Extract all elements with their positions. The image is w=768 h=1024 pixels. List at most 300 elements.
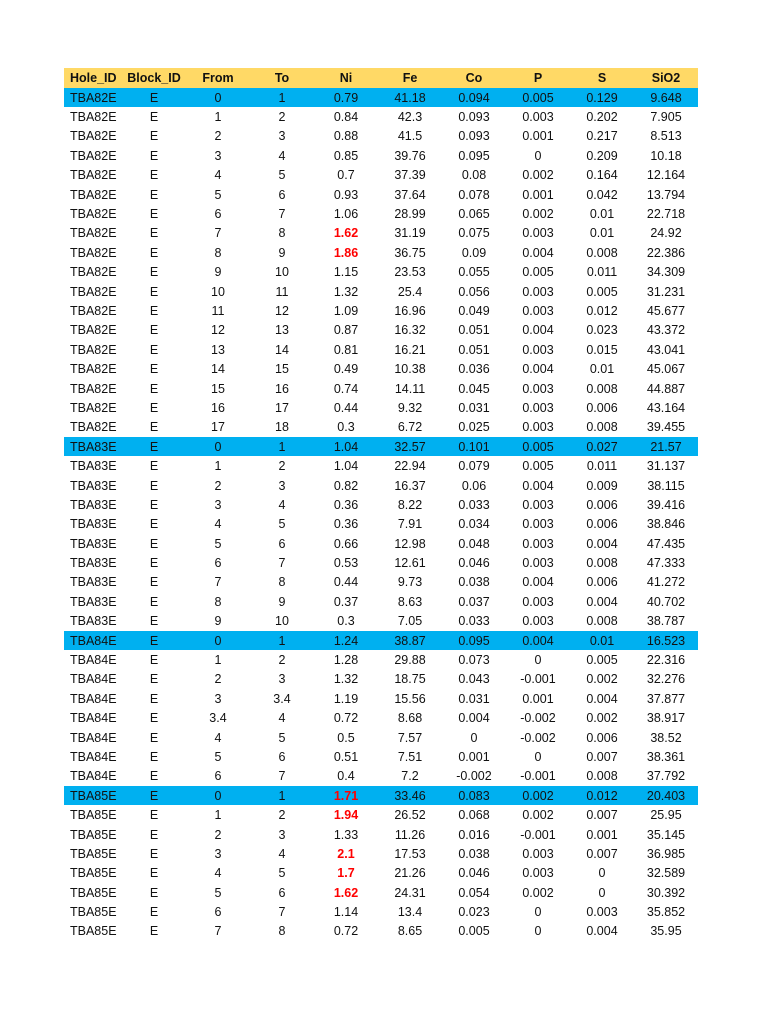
table-row [64,805,698,824]
cell-to: 4 [278,148,286,163]
cell-sio2: 38.115 [647,478,685,493]
table-row [64,902,698,921]
column-header-sio2: SiO2 [651,71,681,85]
cell-from: 2 [214,672,222,687]
cell-block-id: E [149,362,159,377]
cell-fe: 26.52 [394,808,426,823]
cell-p: 0.005 [522,459,554,474]
cell-p: 0.003 [522,866,554,881]
cell-co: 0.036 [458,362,490,377]
cell-ni: 0.4 [337,769,355,784]
cell-sio2: 22.316 [646,653,686,668]
cell-sio2: 21.57 [634,437,698,456]
cell-co: 0.075 [458,226,490,241]
cell-fe: 41.5 [397,129,423,144]
cell-block-id: E [149,284,159,299]
cell-ni: 0.82 [333,478,359,493]
cell-p: 0 [534,653,542,668]
cell-to: 1 [250,88,314,107]
cell-ni: 1.86 [333,245,359,260]
cell-hole-id: TBA85E [70,905,117,920]
cell-from: 5 [214,885,222,900]
cell-s: 0.007 [586,749,618,764]
cell-co: 0.079 [458,459,490,474]
cell-sio2: 16.523 [634,631,698,650]
cell-sio2: 35.852 [646,905,686,920]
cell-block-id: E [149,400,159,415]
cell-from: 4 [214,730,222,745]
cell-to: 11 [275,284,289,299]
cell-co: 0.038 [458,575,490,590]
cell-ni: 1.62 [333,226,359,241]
cell-s: 0.01 [589,207,615,222]
cell-ni: 0.53 [333,556,359,571]
cell-from: 8 [214,594,222,609]
cell-p: 0.003 [522,303,554,318]
cell-fe: 16.37 [394,478,426,493]
table-row [64,359,698,378]
cell-fe: 16.32 [394,323,426,338]
cell-to: 1 [250,631,314,650]
cell-s: 0.012 [570,786,634,805]
cell-sio2: 38.846 [646,517,686,532]
cell-sio2: 41.272 [646,575,686,590]
cell-from: 5 [214,536,222,551]
cell-block-id: E [149,749,159,764]
cell-fe: 32.57 [378,437,442,456]
cell-hole-id: TBA84E [70,691,117,706]
cell-from: 9 [214,265,222,280]
cell-sio2: 37.877 [646,691,686,706]
cell-hole-id: TBA82E [70,323,117,338]
cell-hole-id: TBA85E [70,846,117,861]
cell-to: 7 [278,207,286,222]
cell-fe: 8.65 [397,924,423,939]
cell-from: 7 [214,226,222,241]
cell-p: 0 [534,924,542,939]
cell-to: 18 [275,420,289,435]
cell-sio2: 9.648 [634,88,698,107]
cell-sio2: 35.95 [650,924,682,939]
table-row [64,612,698,631]
cell-p: 0.005 [506,88,570,107]
cell-sio2: 47.435 [646,536,686,551]
cell-hole-id: TBA82E [70,381,117,396]
cell-from: 0 [186,631,250,650]
cell-from: 3 [214,846,222,861]
cell-block-id: E [149,653,159,668]
column-header-fe: Fe [402,71,418,85]
cell-sio2: 32.276 [646,672,686,687]
cell-p: 0 [534,905,542,920]
cell-co: 0.093 [458,110,490,125]
cell-hole-id: TBA85E [64,786,122,805]
cell-s: 0.006 [586,517,618,532]
cell-p: 0.004 [522,362,554,377]
cell-sio2: 25.95 [650,808,682,823]
cell-to: 12 [275,303,289,318]
cell-sio2: 44.887 [646,381,686,396]
cell-co: 0.101 [442,437,506,456]
table-row [64,922,698,941]
cell-hole-id: TBA82E [70,226,117,241]
cell-to: 6 [278,749,286,764]
cell-s: 0.004 [586,536,618,551]
cell-ni: 1.15 [333,265,359,280]
cell-co: 0.048 [458,536,490,551]
cell-to: 2 [278,110,286,125]
cell-ni: 0.88 [333,129,359,144]
cell-from: 13 [211,342,225,357]
cell-ni: 1.09 [333,303,359,318]
cell-co: 0.046 [458,556,490,571]
cell-s: 0 [598,866,606,881]
cell-co: 0.083 [442,786,506,805]
cell-block-id: E [149,691,159,706]
cell-sio2: 43.164 [646,400,686,415]
cell-fe: 16.96 [394,303,426,318]
cell-sio2: 12.164 [646,168,686,183]
table-row [64,573,698,592]
cell-fe: 37.64 [394,187,426,202]
cell-fe: 15.56 [394,691,426,706]
cell-to: 5 [278,168,286,183]
table-row [64,185,698,204]
cell-p: 0.003 [522,497,554,512]
cell-p: -0.002 [520,730,556,745]
cell-p: 0 [534,148,542,163]
cell-from: 12 [211,323,225,338]
cell-p: 0.003 [522,110,554,125]
cell-co: 0.095 [458,148,490,163]
cell-p: 0.004 [522,245,554,260]
cell-s: 0.129 [570,88,634,107]
cell-ni: 1.32 [333,284,359,299]
cell-ni: 0.74 [333,381,359,396]
cell-to: 4 [278,711,286,726]
table-row [64,224,698,243]
cell-to: 9 [278,245,286,260]
cell-fe: 28.99 [394,207,426,222]
column-header-block-id: Block_ID [127,71,181,85]
table-row [64,883,698,902]
table-row-highlighted [64,437,698,456]
cell-from: 6 [214,769,222,784]
cell-to: 9 [278,594,286,609]
cell-sio2: 37.792 [646,769,686,784]
table-row [64,321,698,340]
cell-s: 0.011 [586,265,618,280]
cell-fe: 10.38 [394,362,426,377]
cell-s: 0.042 [586,187,618,202]
table-row [64,476,698,495]
table-row [64,844,698,863]
cell-fe: 9.73 [397,575,423,590]
cell-block-id: E [149,808,159,823]
cell-ni: 0.85 [333,148,359,163]
cell-block-id: E [149,226,159,241]
cell-from: 1 [214,110,222,125]
cell-s: 0.217 [586,129,618,144]
cell-to: 8 [278,226,286,241]
table-row [64,398,698,417]
cell-hole-id: TBA82E [70,303,117,318]
cell-fe: 39.76 [394,148,426,163]
cell-co: -0.002 [456,769,492,784]
cell-hole-id: TBA84E [64,631,122,650]
cell-to: 13 [275,323,289,338]
table-row [64,146,698,165]
table-row [64,670,698,689]
table-row [64,864,698,883]
table-row [64,456,698,475]
cell-from: 6 [214,207,222,222]
cell-hole-id: TBA85E [70,808,117,823]
table-row-highlighted [64,631,698,650]
cell-p: 0.003 [522,226,554,241]
cell-to: 17 [275,400,289,415]
cell-hole-id: TBA84E [70,749,117,764]
table-header [64,68,698,88]
cell-from: 15 [211,381,225,396]
table-row-highlighted [64,88,698,107]
cell-to: 5 [278,517,286,532]
cell-ni: 1.33 [333,827,359,842]
cell-p: 0.004 [522,478,554,493]
table-row [64,728,698,747]
cell-p: -0.001 [520,769,556,784]
cell-co: 0.001 [458,749,490,764]
cell-hole-id: TBA83E [70,459,117,474]
cell-p: 0.003 [522,556,554,571]
cell-p: 0 [534,749,542,764]
cell-s: 0.008 [586,420,618,435]
cell-ni: 0.66 [333,536,359,551]
cell-p: 0.003 [522,594,554,609]
cell-block-id: E [149,245,159,260]
cell-hole-id: TBA82E [70,187,117,202]
cell-p: 0.002 [522,207,554,222]
cell-p: 0.003 [522,536,554,551]
cell-block-id: E [149,517,159,532]
cell-p: 0.002 [522,808,554,823]
cell-fe: 11.26 [394,827,426,842]
cell-to: 5 [278,866,286,881]
cell-co: 0.093 [458,129,490,144]
cell-s: 0.003 [586,905,618,920]
cell-to: 5 [278,730,286,745]
cell-block-id: E [149,672,159,687]
cell-block-id: E [149,769,159,784]
table-row [64,282,698,301]
cell-s: 0.005 [586,653,618,668]
cell-ni: 0.79 [314,88,378,107]
column-header-p: P [533,71,543,85]
cell-fe: 42.3 [397,110,423,125]
cell-co: 0.051 [458,342,490,357]
cell-sio2: 7.905 [650,110,682,125]
cell-block-id: E [149,556,159,571]
table-row [64,747,698,766]
cell-fe: 38.87 [378,631,442,650]
cell-to: 1 [250,786,314,805]
table-row [64,340,698,359]
cell-ni: 0.3 [337,614,355,629]
cell-from: 7 [214,924,222,939]
cell-s: 0.007 [586,846,618,861]
cell-hole-id: TBA84E [70,769,117,784]
cell-s: 0.023 [586,323,618,338]
cell-p: 0.004 [506,631,570,650]
cell-co: 0.08 [461,168,487,183]
cell-ni: 0.93 [333,187,359,202]
cell-s: 0.008 [586,556,618,571]
cell-hole-id: TBA82E [70,342,117,357]
cell-hole-id: TBA83E [70,575,117,590]
cell-s: 0.006 [586,400,618,415]
cell-ni: 0.72 [333,711,359,726]
cell-co: 0.037 [458,594,490,609]
cell-block-id: E [149,575,159,590]
cell-ni: 0.84 [333,110,359,125]
cell-s: 0.008 [586,769,618,784]
cell-p: -0.002 [520,711,556,726]
cell-block-id: E [149,148,159,163]
cell-fe: 7.57 [397,730,423,745]
cell-ni: 0.7 [337,168,355,183]
cell-ni: 1.06 [333,207,359,222]
cell-p: 0.003 [522,420,554,435]
cell-hole-id: TBA83E [70,614,117,629]
cell-co: 0.034 [458,517,490,532]
cell-fe: 8.22 [397,497,423,512]
table-row [64,127,698,146]
cell-hole-id: TBA82E [70,148,117,163]
cell-ni: 1.62 [333,885,359,900]
assay-table [64,68,698,941]
cell-ni: 1.32 [333,672,359,687]
cell-ni: 0.36 [333,497,359,512]
cell-from: 4 [214,517,222,532]
cell-ni: 1.19 [333,691,359,706]
column-header-hole-id: Hole_ID [70,71,117,85]
cell-block-id: E [149,497,159,512]
table-row [64,495,698,514]
column-header-ni: Ni [339,71,353,85]
cell-p: 0.003 [522,400,554,415]
cell-from: 3 [214,148,222,163]
cell-hole-id: TBA82E [70,265,117,280]
cell-to: 16 [275,381,289,396]
cell-block-id: E [149,536,159,551]
cell-s: 0.006 [586,730,618,745]
cell-hole-id: TBA82E [70,129,117,144]
cell-block-id: E [149,459,159,474]
cell-s: 0.011 [586,459,618,474]
cell-block-id: E [122,437,186,456]
cell-from: 2 [214,478,222,493]
cell-from: 0 [186,786,250,805]
cell-ni: 0.44 [333,575,359,590]
cell-s: 0.006 [586,497,618,512]
cell-hole-id: TBA83E [70,556,117,571]
cell-sio2: 31.137 [646,459,686,474]
cell-hole-id: TBA83E [64,437,122,456]
cell-block-id: E [149,827,159,842]
column-header-to: To [274,71,290,85]
cell-fe: 14.11 [394,381,426,396]
cell-block-id: E [149,187,159,202]
cell-hole-id: TBA84E [70,730,117,745]
cell-to: 6 [278,187,286,202]
cell-co: 0.038 [458,846,490,861]
cell-to: 15 [275,362,289,377]
cell-co: 0.054 [458,885,490,900]
column-header-s: S [597,71,607,85]
cell-sio2: 22.386 [646,245,686,260]
cell-sio2: 24.92 [650,226,682,241]
table-body [64,88,698,941]
cell-p: 0.004 [522,323,554,338]
cell-block-id: E [122,88,186,107]
cell-p: 0.002 [506,786,570,805]
cell-s: 0.209 [586,148,618,163]
cell-from: 0 [186,88,250,107]
cell-fe: 16.21 [394,342,426,357]
cell-sio2: 47.333 [646,556,686,571]
cell-to: 3 [278,827,286,842]
cell-hole-id: TBA82E [70,245,117,260]
table-row [64,825,698,844]
cell-block-id: E [149,711,159,726]
cell-block-id: E [122,786,186,805]
cell-s: 0 [598,885,606,900]
cell-sio2: 43.372 [646,323,686,338]
cell-to: 1 [250,437,314,456]
cell-fe: 7.51 [397,749,423,764]
cell-to: 4 [278,846,286,861]
cell-fe: 18.75 [394,672,426,687]
cell-ni: 0.3 [337,420,355,435]
cell-from: 1 [214,459,222,474]
cell-s: 0.004 [586,594,618,609]
cell-to: 3 [278,478,286,493]
cell-sio2: 38.361 [646,749,686,764]
cell-hole-id: TBA82E [64,88,122,107]
cell-s: 0.002 [586,711,618,726]
table-row [64,534,698,553]
cell-from: 6 [214,905,222,920]
table-row [64,515,698,534]
cell-sio2: 38.917 [646,711,686,726]
cell-hole-id: TBA85E [70,924,117,939]
cell-to: 8 [278,924,286,939]
cell-s: 0.01 [589,226,615,241]
cell-from: 14 [211,362,225,377]
cell-p: 0.005 [522,265,554,280]
cell-p: 0.001 [522,691,554,706]
cell-co: 0.004 [458,711,490,726]
cell-sio2: 34.309 [646,265,686,280]
cell-sio2: 38.787 [646,614,686,629]
table-row [64,243,698,262]
cell-hole-id: TBA84E [70,672,117,687]
cell-block-id: E [149,420,159,435]
cell-s: 0.009 [586,478,618,493]
cell-hole-id: TBA84E [70,653,117,668]
cell-from: 10 [211,284,225,299]
cell-from: 1 [214,653,222,668]
